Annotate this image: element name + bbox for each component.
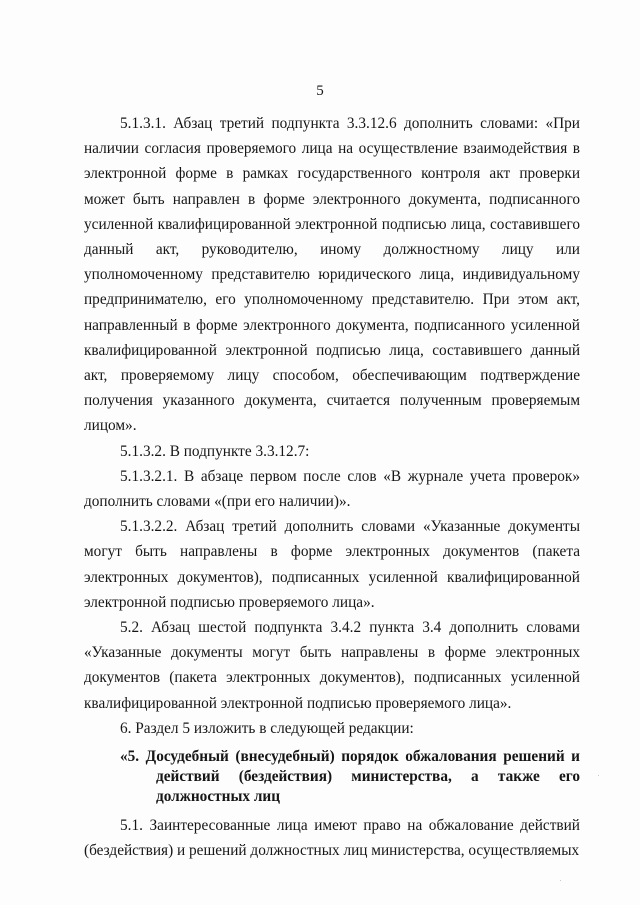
document-body: [84, 111, 580, 863]
paragraph-5-1: 5.1. Заинтересованные лица имеют право на обжалование действий (бездействия) и решений должностных лиц министерства, осуществляемых: [84, 817, 580, 860]
section-heading-text: «5. Досудебный (внесудебный) порядок обжалования решений и действий (бездействия) министерства, а также его должностных лиц: [120, 748, 580, 806]
page-number: 5: [316, 83, 324, 99]
scan-artifact: [598, 775, 599, 776]
paragraph-6: 6. Раздел 5 изложить в следующей редакции:: [120, 719, 414, 737]
paragraph-5-2: 5.2. Абзац шестой подпункта 3.4.2 пункта 3.4 дополнить словами «Указанные документы могут быть направлены в форме электронных документов (пакета электронных документов), подписанных усиленной квалифицированной электронной подписью проверяемого лица».: [84, 619, 580, 712]
paragraph-5-1-3-1: 5.1.3.1. Абзац третий подпункта 3.3.12.6 дополнить словами: «При наличии согласия проверяемого лица на осуществление взаимодействия в электронной форме в рамках государственного контроля акт проверки может быть направлен в форме электронного документа, подписанного усиленной квалифицированной электронной подписью лица, составившего данный акт, руководителю, иному должностному лицу или уполномоченному представителю юридического лица, индивидуальному предпринимателю, его уполномоченному представителю. При этом акт, направленный в форме электронного документа, подписанного усиленной квалифицированной электронной подписью лица, составившего данный акт, проверяемому лицу способом, обеспечивающим подтверждение получения указанного документа, считается полученным проверяемым лицом».: [84, 115, 580, 435]
paragraph-5-1-3-2: 5.1.3.2. В подпункте 3.3.12.7:: [120, 442, 310, 460]
paragraph-5-1-3-2-2: 5.1.3.2.2. Абзац третий дополнить словами «Указанные документы могут быть направлены в форме электронных документов (пакета электронных документов), подписанных усиленной квалифицированной электронной подписью проверяемого лица».: [84, 518, 580, 611]
paragraph-5-1-3-2-1: 5.1.3.2.1. В абзаце первом после слов «В журнале учета проверок» дополнить словами «(при его наличии)».: [84, 467, 580, 511]
section-heading: [84, 747, 580, 807]
scan-artifact: [560, 880, 561, 881]
